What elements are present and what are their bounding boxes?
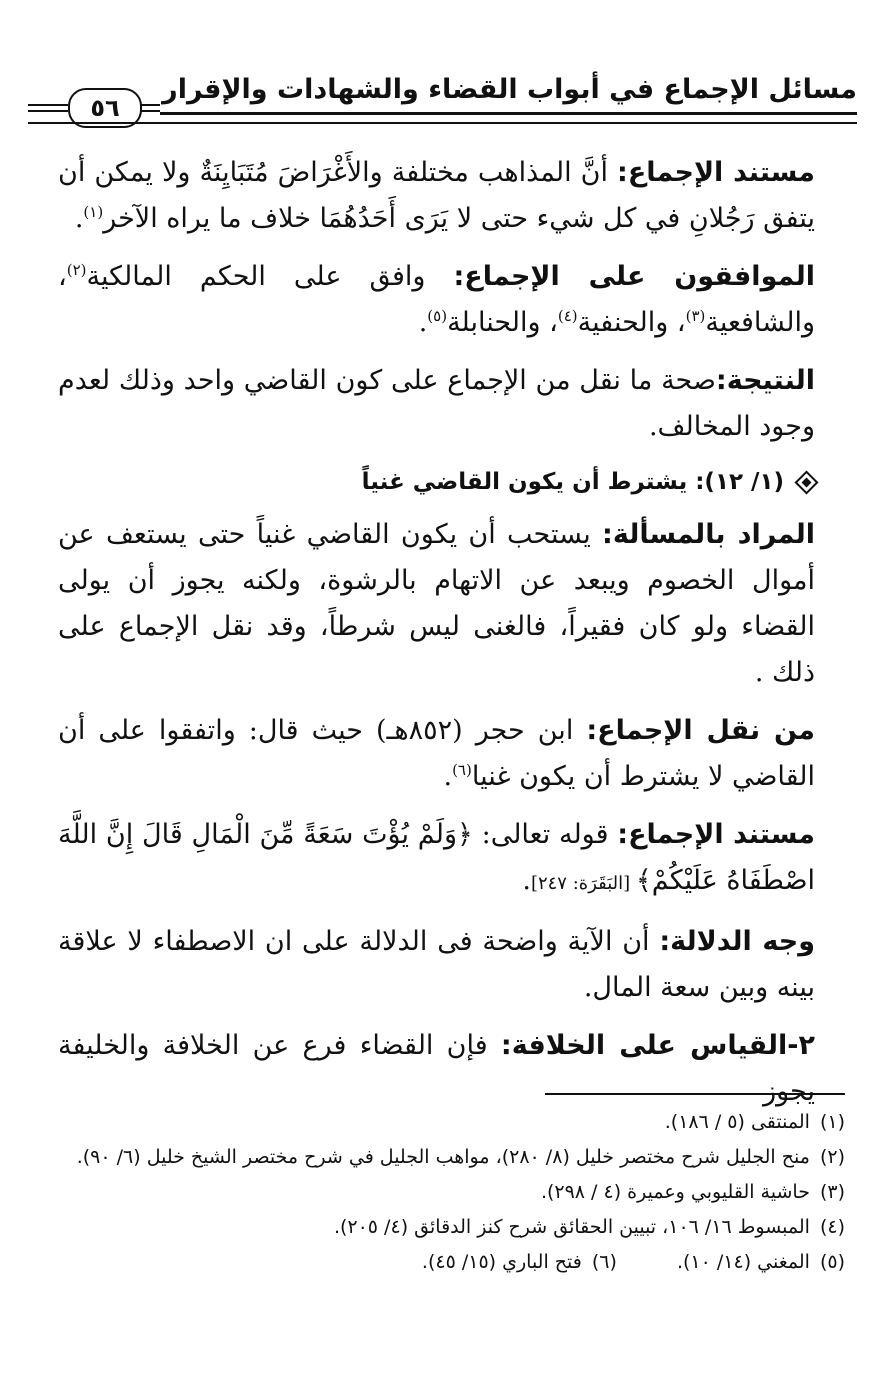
footnote-ref[interactable]: (٤) bbox=[557, 307, 578, 325]
header-ornament-left bbox=[28, 104, 68, 112]
paragraph-text: فإن القضاء فرع عن الخلافة والخليفة يجوز bbox=[58, 1030, 815, 1107]
paragraph-text: . bbox=[443, 761, 453, 792]
paragraph-text: ، والشافعية bbox=[58, 261, 815, 338]
paragraph-text: صحة ما نقل من الإجماع على كون القاضي واحد وذلك لعدم وجود المخالف. bbox=[58, 365, 815, 442]
page-number: ٥٦ bbox=[68, 88, 142, 128]
footnote-item bbox=[677, 1245, 845, 1280]
footnote-text: حاشية القليوبي وعميرة (٤ / ٢٩٨). bbox=[540, 1181, 810, 1203]
footnote-item bbox=[40, 1105, 845, 1140]
paragraph-text: قوله تعالى: bbox=[472, 819, 618, 850]
paragraph-text: وافق على الحكم المالكية bbox=[86, 261, 454, 292]
footnote-item bbox=[40, 1175, 845, 1210]
paragraph-agreeing-schools bbox=[58, 254, 815, 346]
footnote-text: المبسوط ١٦/ ١٠٦، تبيين الحقائق شرح كنز الدقائق (٤/ ٢٠٥). bbox=[333, 1216, 810, 1238]
paragraph-text: أن الآية واضحة فى الدلالة على ان الاصطفاء لا علاقة بينه وبين سعة المال. bbox=[58, 926, 815, 1003]
footnote-row bbox=[40, 1245, 845, 1280]
footnote-ref[interactable]: (٦) bbox=[452, 761, 472, 779]
footnote-text: المغني (١٤/ ١٠). bbox=[676, 1251, 810, 1273]
footnote-number: (٣) bbox=[819, 1181, 845, 1203]
paragraph-lead: الموافقون على الإجماع: bbox=[453, 261, 815, 292]
diamond-bullet-icon bbox=[794, 470, 818, 494]
footnote-text: فتح الباري (١٥/ ٤٥). bbox=[421, 1251, 582, 1273]
header-rule-thin bbox=[28, 122, 857, 124]
paragraph-text: ، والحنفية bbox=[577, 307, 686, 338]
paragraph-lead: المراد بالمسألة: bbox=[602, 519, 815, 550]
paragraph-evidence bbox=[58, 919, 815, 1011]
footnote-item bbox=[40, 1210, 845, 1245]
question-number: (١/ ١٢): bbox=[695, 469, 784, 495]
paragraph-text: . bbox=[522, 865, 531, 896]
footnote-number: (٥) bbox=[819, 1251, 845, 1273]
quran-verse: ﴿وَلَمْ يُؤْتَ سَعَةً مِّنَ الْمَالِ قَالَ إِنَّ اللَّهَ اصْطَفَاهُ عَلَيْكُمْ﴾ bbox=[58, 819, 815, 896]
footnote-number: (٢) bbox=[819, 1146, 845, 1168]
paragraph-result bbox=[58, 358, 815, 450]
paragraph-lead: النتيجة: bbox=[715, 365, 815, 396]
header-ornament-right bbox=[140, 104, 160, 112]
footnote-separator bbox=[545, 1093, 845, 1095]
paragraph-text: ، والحنابلة bbox=[447, 307, 558, 338]
paragraph-lead: من نقل الإجماع: bbox=[586, 715, 815, 746]
running-title: مسائل الإجماع في أبواب القضاء والشهادات والإقرار bbox=[162, 74, 857, 105]
header-rule-thick bbox=[160, 112, 857, 115]
footnote-item bbox=[422, 1245, 617, 1280]
paragraph-text: . bbox=[74, 203, 84, 234]
footnote-ref[interactable]: (٢) bbox=[66, 261, 87, 279]
paragraph-ijma-basis bbox=[58, 150, 815, 242]
paragraph-lead: وجه الدلالة: bbox=[659, 926, 815, 957]
paragraph-meaning bbox=[58, 512, 815, 696]
paragraph-lead: ٢-القياس على الخلافة: bbox=[500, 1030, 816, 1061]
question-title: يشترط أن يكون القاضي غنياً bbox=[361, 469, 688, 495]
footnote-ref[interactable]: (٥) bbox=[427, 307, 448, 325]
footnote-text: منح الجليل شرح مختصر خليل (٨/ ٢٨٠)، مواهب الجليل في شرح مختصر الشيخ خليل (٦/ ٩٠). bbox=[76, 1146, 810, 1168]
footnote-text: المنتقى (٥ / ١٨٦). bbox=[664, 1111, 810, 1133]
footnote-ref[interactable]: (١) bbox=[83, 203, 104, 221]
paragraph-transmitter bbox=[58, 708, 815, 800]
question-heading bbox=[58, 462, 815, 502]
paragraph-lead: مستند الإجماع: bbox=[617, 819, 816, 850]
verse-reference: [البَقَرَة: ٢٤٧] bbox=[530, 873, 636, 894]
footnote-number: (١) bbox=[819, 1111, 845, 1133]
footnote-number: (٦) bbox=[591, 1251, 617, 1273]
paragraph-lead: مستند الإجماع: bbox=[617, 157, 815, 188]
footnotes bbox=[40, 1105, 845, 1280]
paragraph-analogy bbox=[58, 1023, 815, 1115]
paragraph-text: يستحب أن يكون القاضي غنياً حتى يستعف عن أموال الخصوم ويبعد عن الاتهام بالرشوة، ولكنه يجوز أن يولى القضاء ولو كان فقيراً، فالغنى ليس شرطاً، وقد نقل الإجماع على ذلك . bbox=[58, 519, 815, 688]
footnote-item bbox=[40, 1140, 845, 1175]
paragraph-text: ابن حجر (٨٥٢هـ) حيث قال: واتفقوا على أن القاضي لا يشترط أن يكون غنيا bbox=[58, 715, 815, 792]
main-text bbox=[58, 150, 815, 1127]
footnote-number: (٤) bbox=[819, 1216, 845, 1238]
paragraph-text: . bbox=[418, 307, 428, 338]
paragraph-text: أنَّ المذاهب مختلفة والأَغْرَاضَ مُتَبَايِنَةٌ ولا يمكن أن يتفق رَجُلانِ في كل شيء حتى لا يَرَى أَحَدُهُمَا خلاف ما يراه الآخر bbox=[58, 157, 815, 234]
paragraph-ijma-basis-verse bbox=[58, 812, 815, 907]
page-header bbox=[28, 70, 857, 140]
footnote-ref[interactable]: (٣) bbox=[685, 307, 706, 325]
